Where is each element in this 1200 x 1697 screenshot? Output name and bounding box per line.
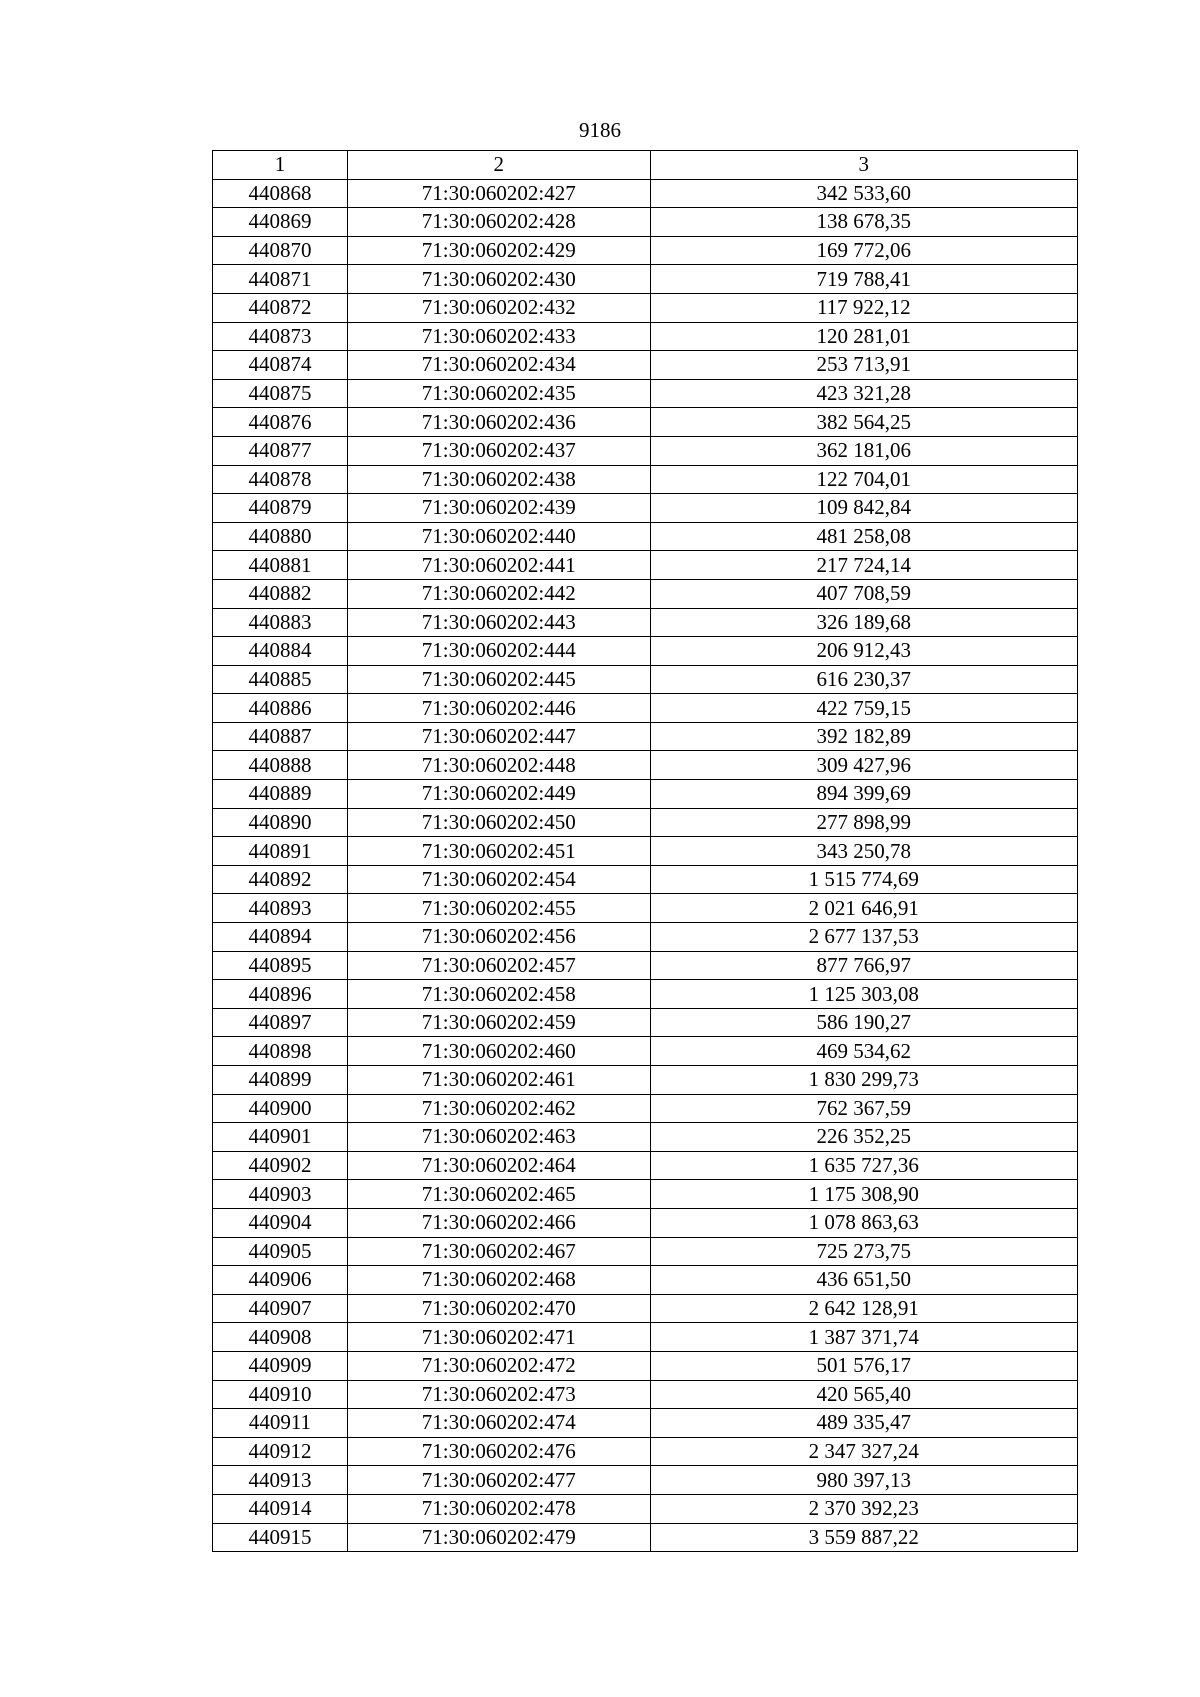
value-cell: 2 021 646,91 — [650, 894, 1077, 923]
cadastral-number-cell: 71:30:060202:455 — [347, 894, 650, 923]
table-row — [213, 1380, 1078, 1409]
value-cell: 894 399,69 — [650, 780, 1077, 809]
row-number-cell: 440894 — [213, 923, 348, 952]
value-cell: 719 788,41 — [650, 265, 1077, 294]
row-number-cell: 440891 — [213, 837, 348, 866]
table-row — [213, 1266, 1078, 1295]
row-number-cell: 440869 — [213, 208, 348, 237]
row-number-cell: 440880 — [213, 522, 348, 551]
row-number-cell: 440872 — [213, 293, 348, 322]
row-number-cell: 440899 — [213, 1066, 348, 1095]
table-row — [213, 951, 1078, 980]
value-cell: 2 677 137,53 — [650, 923, 1077, 952]
row-number-cell: 440889 — [213, 780, 348, 809]
table-row — [213, 436, 1078, 465]
cadastral-number-cell: 71:30:060202:473 — [347, 1380, 650, 1409]
cadastral-number-cell: 71:30:060202:436 — [347, 408, 650, 437]
value-cell: 1 635 727,36 — [650, 1151, 1077, 1180]
row-number-cell: 440907 — [213, 1294, 348, 1323]
row-number-cell: 440908 — [213, 1323, 348, 1352]
row-number-cell: 440898 — [213, 1037, 348, 1066]
cadastral-number-cell: 71:30:060202:467 — [347, 1237, 650, 1266]
cadastral-number-cell: 71:30:060202:458 — [347, 980, 650, 1009]
table-row — [213, 351, 1078, 380]
table-row — [213, 1523, 1078, 1552]
row-number-cell: 440903 — [213, 1180, 348, 1209]
cadastral-number-cell: 71:30:060202:444 — [347, 637, 650, 666]
cadastral-number-cell: 71:30:060202:450 — [347, 808, 650, 837]
table-row — [213, 665, 1078, 694]
table-row — [213, 1037, 1078, 1066]
value-cell: 616 230,37 — [650, 665, 1077, 694]
value-cell: 1 175 308,90 — [650, 1180, 1077, 1209]
table-row — [213, 1208, 1078, 1237]
value-cell: 1 125 303,08 — [650, 980, 1077, 1009]
row-number-cell: 440884 — [213, 637, 348, 666]
table-row — [213, 923, 1078, 952]
cadastral-number-cell: 71:30:060202:476 — [347, 1437, 650, 1466]
value-cell: 169 772,06 — [650, 236, 1077, 265]
cadastral-number-cell: 71:30:060202:466 — [347, 1208, 650, 1237]
row-number-cell: 440885 — [213, 665, 348, 694]
row-number-cell: 440914 — [213, 1494, 348, 1523]
value-cell: 392 182,89 — [650, 722, 1077, 751]
cadastral-number-cell: 71:30:060202:460 — [347, 1037, 650, 1066]
value-cell: 226 352,25 — [650, 1123, 1077, 1152]
row-number-cell: 440905 — [213, 1237, 348, 1266]
cadastral-number-cell: 71:30:060202:462 — [347, 1094, 650, 1123]
table-row — [213, 1094, 1078, 1123]
row-number-cell: 440904 — [213, 1208, 348, 1237]
cadastral-number-cell: 71:30:060202:465 — [347, 1180, 650, 1209]
value-cell: 109 842,84 — [650, 494, 1077, 523]
table-row — [213, 1237, 1078, 1266]
row-number-cell: 440901 — [213, 1123, 348, 1152]
cadastral-number-cell: 71:30:060202:448 — [347, 751, 650, 780]
table-row — [213, 522, 1078, 551]
value-cell: 277 898,99 — [650, 808, 1077, 837]
table-row — [213, 265, 1078, 294]
table-row — [213, 751, 1078, 780]
table-row — [213, 894, 1078, 923]
value-cell: 436 651,50 — [650, 1266, 1077, 1295]
table-row — [213, 1151, 1078, 1180]
row-number-cell: 440873 — [213, 322, 348, 351]
cadastral-number-cell: 71:30:060202:433 — [347, 322, 650, 351]
row-number-cell: 440887 — [213, 722, 348, 751]
cadastral-number-cell: 71:30:060202:446 — [347, 694, 650, 723]
cadastral-number-cell: 71:30:060202:474 — [347, 1409, 650, 1438]
value-cell: 117 922,12 — [650, 293, 1077, 322]
cadastral-number-cell: 71:30:060202:441 — [347, 551, 650, 580]
row-number-cell: 440877 — [213, 436, 348, 465]
column-header-1: 1 — [213, 151, 348, 180]
cadastral-number-cell: 71:30:060202:440 — [347, 522, 650, 551]
row-number-cell: 440886 — [213, 694, 348, 723]
table-body — [213, 179, 1078, 1552]
row-number-cell: 440906 — [213, 1266, 348, 1295]
row-number-cell: 440875 — [213, 379, 348, 408]
row-number-cell: 440910 — [213, 1380, 348, 1409]
value-cell: 423 321,28 — [650, 379, 1077, 408]
table-row — [213, 465, 1078, 494]
value-cell: 980 397,13 — [650, 1466, 1077, 1495]
value-cell: 1 515 774,69 — [650, 865, 1077, 894]
value-cell: 382 564,25 — [650, 408, 1077, 437]
value-cell: 362 181,06 — [650, 436, 1077, 465]
value-cell: 2 370 392,23 — [650, 1494, 1077, 1523]
value-cell: 343 250,78 — [650, 837, 1077, 866]
table-row — [213, 322, 1078, 351]
cadastral-number-cell: 71:30:060202:451 — [347, 837, 650, 866]
row-number-cell: 440909 — [213, 1351, 348, 1380]
row-number-cell: 440879 — [213, 494, 348, 523]
row-number-cell: 440871 — [213, 265, 348, 294]
value-cell: 2 642 128,91 — [650, 1294, 1077, 1323]
row-number-cell: 440874 — [213, 351, 348, 380]
value-cell: 309 427,96 — [650, 751, 1077, 780]
table-row — [213, 408, 1078, 437]
table-header-row — [213, 151, 1078, 180]
table-row — [213, 579, 1078, 608]
cadastral-number-cell: 71:30:060202:430 — [347, 265, 650, 294]
value-cell: 407 708,59 — [650, 579, 1077, 608]
table-row — [213, 808, 1078, 837]
row-number-cell: 440913 — [213, 1466, 348, 1495]
table-row — [213, 1437, 1078, 1466]
value-cell: 422 759,15 — [650, 694, 1077, 723]
cadastral-number-cell: 71:30:060202:427 — [347, 179, 650, 208]
table-row — [213, 1351, 1078, 1380]
page-number: 9186 — [579, 118, 621, 142]
cadastral-number-cell: 71:30:060202:479 — [347, 1523, 650, 1552]
row-number-cell: 440892 — [213, 865, 348, 894]
table-row — [213, 293, 1078, 322]
row-number-cell: 440878 — [213, 465, 348, 494]
row-number-cell: 440888 — [213, 751, 348, 780]
value-cell: 3 559 887,22 — [650, 1523, 1077, 1552]
table-row — [213, 494, 1078, 523]
cadastral-number-cell: 71:30:060202:471 — [347, 1323, 650, 1352]
cadastral-number-cell: 71:30:060202:447 — [347, 722, 650, 751]
table-row — [213, 1294, 1078, 1323]
row-number-cell: 440882 — [213, 579, 348, 608]
value-cell: 489 335,47 — [650, 1409, 1077, 1438]
value-cell: 326 189,68 — [650, 608, 1077, 637]
table-row — [213, 1180, 1078, 1209]
row-number-cell: 440902 — [213, 1151, 348, 1180]
row-number-cell: 440895 — [213, 951, 348, 980]
cadastral-number-cell: 71:30:060202:464 — [347, 1151, 650, 1180]
row-number-cell: 440890 — [213, 808, 348, 837]
table-row — [213, 1466, 1078, 1495]
value-cell: 2 347 327,24 — [650, 1437, 1077, 1466]
table-row — [213, 637, 1078, 666]
cadastral-number-cell: 71:30:060202:445 — [347, 665, 650, 694]
table-row — [213, 1123, 1078, 1152]
cadastral-number-cell: 71:30:060202:437 — [347, 436, 650, 465]
value-cell: 481 258,08 — [650, 522, 1077, 551]
table-row — [213, 1409, 1078, 1438]
cadastral-number-cell: 71:30:060202:477 — [347, 1466, 650, 1495]
cadastral-number-cell: 71:30:060202:470 — [347, 1294, 650, 1323]
cadastral-number-cell: 71:30:060202:456 — [347, 923, 650, 952]
row-number-cell: 440881 — [213, 551, 348, 580]
cadastral-number-cell: 71:30:060202:435 — [347, 379, 650, 408]
column-header-3: 3 — [650, 151, 1077, 180]
cadastral-number-cell: 71:30:060202:454 — [347, 865, 650, 894]
table-row — [213, 1066, 1078, 1095]
value-cell: 217 724,14 — [650, 551, 1077, 580]
row-number-cell: 440915 — [213, 1523, 348, 1552]
value-cell: 138 678,35 — [650, 208, 1077, 237]
value-cell: 253 713,91 — [650, 351, 1077, 380]
row-number-cell: 440883 — [213, 608, 348, 637]
cadastral-number-cell: 71:30:060202:428 — [347, 208, 650, 237]
table-row — [213, 551, 1078, 580]
value-cell: 420 565,40 — [650, 1380, 1077, 1409]
cadastral-number-cell: 71:30:060202:472 — [347, 1351, 650, 1380]
table-row — [213, 379, 1078, 408]
value-cell: 1 830 299,73 — [650, 1066, 1077, 1095]
row-number-cell: 440912 — [213, 1437, 348, 1466]
cadastral-number-cell: 71:30:060202:439 — [347, 494, 650, 523]
table-row — [213, 722, 1078, 751]
table-row — [213, 608, 1078, 637]
row-number-cell: 440911 — [213, 1409, 348, 1438]
value-cell: 122 704,01 — [650, 465, 1077, 494]
table-row — [213, 1008, 1078, 1037]
row-number-cell: 440893 — [213, 894, 348, 923]
cadastral-value-table — [212, 150, 1078, 1552]
cadastral-number-cell: 71:30:060202:449 — [347, 780, 650, 809]
cadastral-number-cell: 71:30:060202:461 — [347, 1066, 650, 1095]
cadastral-number-cell: 71:30:060202:457 — [347, 951, 650, 980]
value-cell: 1 078 863,63 — [650, 1208, 1077, 1237]
table-row — [213, 208, 1078, 237]
value-cell: 1 387 371,74 — [650, 1323, 1077, 1352]
value-cell: 501 576,17 — [650, 1351, 1077, 1380]
table-row — [213, 1323, 1078, 1352]
row-number-cell: 440870 — [213, 236, 348, 265]
table-row — [213, 236, 1078, 265]
table-row — [213, 865, 1078, 894]
cadastral-number-cell: 71:30:060202:459 — [347, 1008, 650, 1037]
table-row — [213, 837, 1078, 866]
row-number-cell: 440876 — [213, 408, 348, 437]
row-number-cell: 440896 — [213, 980, 348, 1009]
column-header-2: 2 — [347, 151, 650, 180]
value-cell: 342 533,60 — [650, 179, 1077, 208]
cadastral-number-cell: 71:30:060202:443 — [347, 608, 650, 637]
row-number-cell: 440900 — [213, 1094, 348, 1123]
value-cell: 725 273,75 — [650, 1237, 1077, 1266]
table-row — [213, 780, 1078, 809]
table-row — [213, 694, 1078, 723]
cadastral-number-cell: 71:30:060202:429 — [347, 236, 650, 265]
cadastral-number-cell: 71:30:060202:442 — [347, 579, 650, 608]
cadastral-number-cell: 71:30:060202:434 — [347, 351, 650, 380]
table-row — [213, 980, 1078, 1009]
cadastral-number-cell: 71:30:060202:478 — [347, 1494, 650, 1523]
cadastral-number-cell: 71:30:060202:438 — [347, 465, 650, 494]
cadastral-number-cell: 71:30:060202:463 — [347, 1123, 650, 1152]
table-row — [213, 179, 1078, 208]
table-row — [213, 1494, 1078, 1523]
value-cell: 586 190,27 — [650, 1008, 1077, 1037]
value-cell: 469 534,62 — [650, 1037, 1077, 1066]
cadastral-number-cell: 71:30:060202:468 — [347, 1266, 650, 1295]
cadastral-number-cell: 71:30:060202:432 — [347, 293, 650, 322]
row-number-cell: 440868 — [213, 179, 348, 208]
value-cell: 877 766,97 — [650, 951, 1077, 980]
value-cell: 206 912,43 — [650, 637, 1077, 666]
value-cell: 120 281,01 — [650, 322, 1077, 351]
value-cell: 762 367,59 — [650, 1094, 1077, 1123]
row-number-cell: 440897 — [213, 1008, 348, 1037]
